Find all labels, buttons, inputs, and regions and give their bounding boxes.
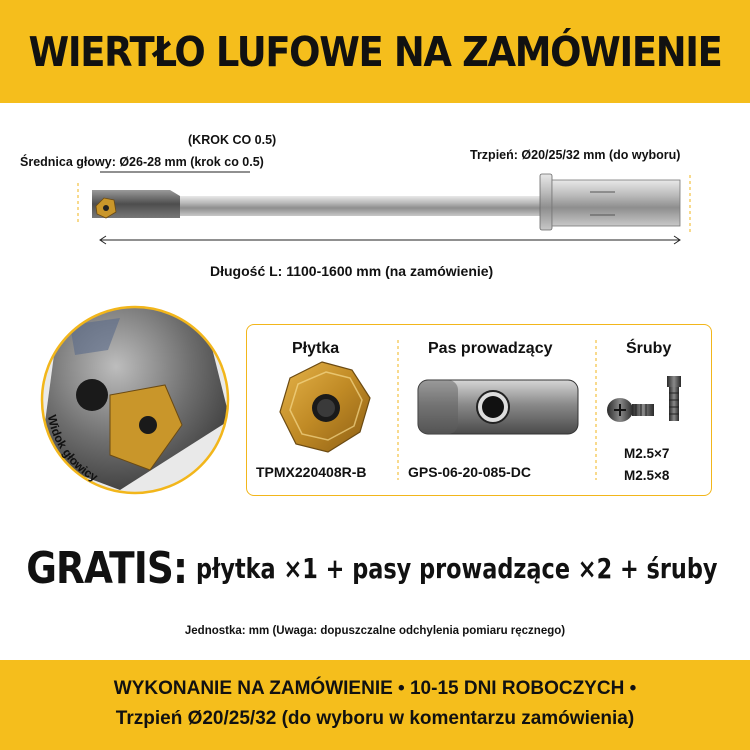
head-diameter-label: Średnica głowy: Ø26-28 mm (krok co 0.5): [20, 155, 264, 169]
page-title: WIERTŁO LUFOWE NA ZAMÓWIENIE: [28, 27, 722, 76]
length-label: Długość L: 1100-1600 mm (na zamówienie): [210, 263, 494, 279]
insert-code: TPMX220408R-B: [256, 464, 367, 480]
head-view-label: Widok głowicy: [44, 413, 101, 485]
gratis-label: GRATIS:: [26, 542, 188, 594]
screws-title: Śruby: [626, 340, 672, 357]
footer-line-1: WYKONANIE NA ZAMÓWIENIE • 10-15 DNI ROBOCZYCH •: [113, 678, 637, 699]
step-note: (KROK CO 0.5): [188, 133, 277, 147]
unit-note: Jednostka: mm (Uwaga: dopuszczalne odchylenia pomiaru ręcznego): [184, 625, 566, 637]
insert-title: Płytka: [292, 340, 340, 357]
footer-line-2: Trzpień Ø20/25/32 (do wyboru w komentarzu zamówienia): [115, 708, 635, 729]
shank-label: Trzpień: Ø20/25/32 mm (do wyboru): [470, 148, 681, 162]
guide-pad-code: GPS-06-20-085-DC: [408, 464, 531, 480]
gratis-items: płytka ×1 + pasy prowadzące ×2 + śruby: [195, 551, 718, 585]
screws-image: [607, 376, 681, 422]
screw-size-2: M2.5×8: [624, 468, 670, 483]
promo-line: [0, 536, 750, 600]
footer-banner: [0, 660, 750, 750]
guide-pad-title: Pas prowadzący: [428, 340, 553, 357]
insert-image: [280, 362, 370, 452]
guide-pad-image: [418, 380, 578, 434]
screw-size-1: M2.5×7: [624, 446, 670, 461]
